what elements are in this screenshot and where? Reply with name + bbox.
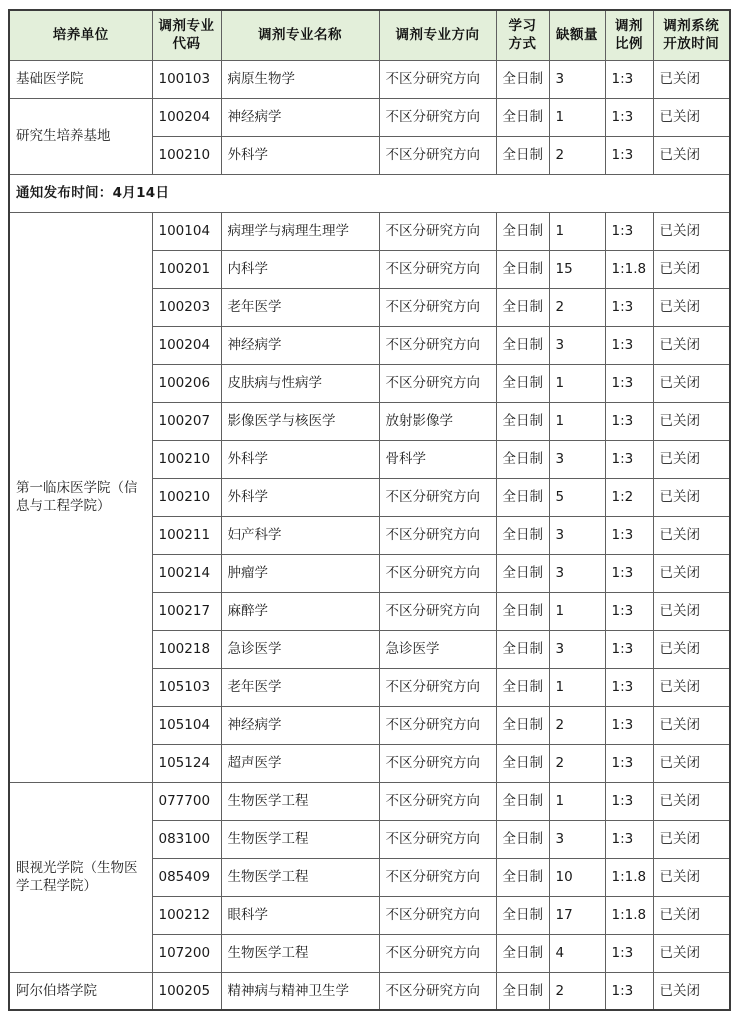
cell-study-mode: 全日制 (496, 60, 549, 98)
cell-vacancy-count: 4 (549, 934, 605, 972)
cell-vacancy-count: 17 (549, 896, 605, 934)
cell-adjust-ratio: 1:3 (605, 630, 653, 668)
cell-system-status: 已关闭 (653, 554, 730, 592)
cell-system-status: 已关闭 (653, 98, 730, 136)
cell-system-status: 已关闭 (653, 820, 730, 858)
cell-major-name: 病原生物学 (221, 60, 379, 98)
cell-adjust-ratio: 1:1.8 (605, 250, 653, 288)
table-body (9, 60, 730, 1010)
cell-major-direction: 骨科学 (379, 440, 496, 478)
column-header-unit: 培养单位 (9, 10, 152, 60)
cell-major-name: 外科学 (221, 478, 379, 516)
cell-adjust-ratio: 1:3 (605, 440, 653, 478)
cell-major-name: 生物医学工程 (221, 934, 379, 972)
cell-adjust-ratio: 1:2 (605, 478, 653, 516)
cell-major-code: 100212 (152, 896, 221, 934)
cell-study-mode: 全日制 (496, 592, 549, 630)
cell-study-mode: 全日制 (496, 478, 549, 516)
cell-system-status: 已关闭 (653, 212, 730, 250)
table-header-row (9, 10, 730, 60)
cell-major-name: 神经病学 (221, 326, 379, 364)
cell-major-name: 精神病与精神卫生学 (221, 972, 379, 1010)
cell-adjust-ratio: 1:3 (605, 668, 653, 706)
cell-study-mode: 全日制 (496, 250, 549, 288)
cell-system-status: 已关闭 (653, 364, 730, 402)
cell-system-status: 已关闭 (653, 516, 730, 554)
cell-study-mode: 全日制 (496, 516, 549, 554)
column-header-code (152, 10, 221, 60)
cell-major-name: 皮肤病与性病学 (221, 364, 379, 402)
notice-row (9, 174, 730, 212)
cell-major-name: 眼科学 (221, 896, 379, 934)
cell-vacancy-count: 1 (549, 592, 605, 630)
cell-system-status: 已关闭 (653, 858, 730, 896)
cell-major-code: 100103 (152, 60, 221, 98)
cell-study-mode: 全日制 (496, 820, 549, 858)
cell-major-name: 肿瘤学 (221, 554, 379, 592)
cell-training-unit: 第一临床医学院（信息与工程学院） (9, 212, 152, 782)
cell-vacancy-count: 2 (549, 972, 605, 1010)
cell-training-unit: 研究生培养基地 (9, 98, 152, 174)
cell-major-direction: 不区分研究方向 (379, 744, 496, 782)
cell-major-code: 077700 (152, 782, 221, 820)
cell-adjust-ratio: 1:3 (605, 60, 653, 98)
cell-vacancy-count: 2 (549, 744, 605, 782)
cell-vacancy-count: 1 (549, 212, 605, 250)
cell-adjust-ratio: 1:3 (605, 934, 653, 972)
table-row (9, 98, 730, 136)
cell-major-name: 内科学 (221, 250, 379, 288)
cell-major-code: 100204 (152, 98, 221, 136)
cell-study-mode: 全日制 (496, 136, 549, 174)
cell-adjust-ratio: 1:3 (605, 288, 653, 326)
cell-major-code: 105103 (152, 668, 221, 706)
cell-major-code: 083100 (152, 820, 221, 858)
cell-study-mode: 全日制 (496, 744, 549, 782)
cell-system-status: 已关闭 (653, 60, 730, 98)
cell-adjust-ratio: 1:3 (605, 402, 653, 440)
cell-major-direction: 不区分研究方向 (379, 934, 496, 972)
cell-study-mode: 全日制 (496, 364, 549, 402)
cell-vacancy-count: 3 (549, 630, 605, 668)
cell-major-direction: 不区分研究方向 (379, 136, 496, 174)
cell-major-code: 100201 (152, 250, 221, 288)
cell-major-direction: 不区分研究方向 (379, 972, 496, 1010)
cell-vacancy-count: 3 (549, 326, 605, 364)
cell-study-mode: 全日制 (496, 98, 549, 136)
cell-major-direction: 不区分研究方向 (379, 706, 496, 744)
cell-major-direction: 不区分研究方向 (379, 668, 496, 706)
cell-study-mode: 全日制 (496, 896, 549, 934)
cell-training-unit: 基础医学院 (9, 60, 152, 98)
table-header (9, 10, 730, 60)
cell-system-status: 已关闭 (653, 288, 730, 326)
cell-major-name: 妇产科学 (221, 516, 379, 554)
cell-vacancy-count: 1 (549, 668, 605, 706)
cell-system-status: 已关闭 (653, 896, 730, 934)
cell-system-status: 已关闭 (653, 972, 730, 1010)
cell-system-status: 已关闭 (653, 630, 730, 668)
cell-major-name: 神经病学 (221, 706, 379, 744)
cell-major-direction: 不区分研究方向 (379, 896, 496, 934)
cell-adjust-ratio: 1:3 (605, 516, 653, 554)
cell-adjust-ratio: 1:3 (605, 326, 653, 364)
cell-system-status: 已关闭 (653, 326, 730, 364)
cell-system-status: 已关闭 (653, 478, 730, 516)
cell-major-code: 100207 (152, 402, 221, 440)
cell-major-direction: 不区分研究方向 (379, 60, 496, 98)
cell-adjust-ratio: 1:3 (605, 820, 653, 858)
cell-study-mode: 全日制 (496, 934, 549, 972)
cell-major-name: 生物医学工程 (221, 782, 379, 820)
cell-vacancy-count: 2 (549, 136, 605, 174)
cell-vacancy-count: 3 (549, 60, 605, 98)
cell-major-name: 老年医学 (221, 288, 379, 326)
cell-adjust-ratio: 1:3 (605, 782, 653, 820)
cell-major-code: 100211 (152, 516, 221, 554)
cell-major-name: 老年医学 (221, 668, 379, 706)
cell-system-status: 已关闭 (653, 934, 730, 972)
cell-vacancy-count: 2 (549, 288, 605, 326)
cell-major-name: 神经病学 (221, 98, 379, 136)
cell-major-direction: 不区分研究方向 (379, 98, 496, 136)
cell-adjust-ratio: 1:3 (605, 364, 653, 402)
column-header-mode (496, 10, 549, 60)
cell-study-mode: 全日制 (496, 782, 549, 820)
cell-vacancy-count: 3 (549, 516, 605, 554)
cell-major-direction: 不区分研究方向 (379, 858, 496, 896)
column-header-line: 比例 (615, 36, 643, 53)
cell-study-mode: 全日制 (496, 440, 549, 478)
cell-major-code: 105104 (152, 706, 221, 744)
cell-vacancy-count: 1 (549, 782, 605, 820)
cell-major-code: 100217 (152, 592, 221, 630)
cell-system-status: 已关闭 (653, 668, 730, 706)
cell-adjust-ratio: 1:1.8 (605, 896, 653, 934)
cell-vacancy-count: 3 (549, 440, 605, 478)
cell-major-direction: 不区分研究方向 (379, 288, 496, 326)
cell-major-code: 100210 (152, 136, 221, 174)
cell-study-mode: 全日制 (496, 326, 549, 364)
cell-adjust-ratio: 1:1.8 (605, 858, 653, 896)
cell-system-status: 已关闭 (653, 440, 730, 478)
column-header-line: 调剂 (615, 18, 643, 35)
column-header-line: 代码 (172, 36, 201, 53)
cell-system-status: 已关闭 (653, 402, 730, 440)
cell-study-mode: 全日制 (496, 858, 549, 896)
column-header-line: 学习 (508, 18, 537, 35)
cell-system-status: 已关闭 (653, 782, 730, 820)
cell-study-mode: 全日制 (496, 288, 549, 326)
cell-major-direction: 不区分研究方向 (379, 250, 496, 288)
cell-major-code: 105124 (152, 744, 221, 782)
cell-major-direction: 不区分研究方向 (379, 326, 496, 364)
column-header-quota: 缺额量 (549, 10, 605, 60)
cell-major-direction: 不区分研究方向 (379, 516, 496, 554)
cell-adjust-ratio: 1:3 (605, 706, 653, 744)
cell-major-direction: 不区分研究方向 (379, 782, 496, 820)
cell-major-direction: 不区分研究方向 (379, 592, 496, 630)
cell-major-name: 生物医学工程 (221, 820, 379, 858)
cell-major-code: 100203 (152, 288, 221, 326)
adjustment-majors-table (8, 9, 731, 1011)
cell-vacancy-count: 1 (549, 402, 605, 440)
column-header-line: 开放时间 (663, 36, 720, 53)
cell-major-direction: 不区分研究方向 (379, 478, 496, 516)
cell-training-unit: 眼视光学院（生物医学工程学院） (9, 782, 152, 972)
cell-vacancy-count: 1 (549, 364, 605, 402)
table-row (9, 60, 730, 98)
cell-major-code: 100210 (152, 478, 221, 516)
cell-major-direction: 不区分研究方向 (379, 820, 496, 858)
cell-adjust-ratio: 1:3 (605, 98, 653, 136)
column-header-status (653, 10, 730, 60)
cell-major-code: 100204 (152, 326, 221, 364)
cell-vacancy-count: 10 (549, 858, 605, 896)
cell-major-direction: 放射影像学 (379, 402, 496, 440)
cell-system-status: 已关闭 (653, 706, 730, 744)
cell-adjust-ratio: 1:3 (605, 744, 653, 782)
cell-major-code: 107200 (152, 934, 221, 972)
cell-major-code: 100206 (152, 364, 221, 402)
cell-major-code: 100205 (152, 972, 221, 1010)
cell-major-direction: 不区分研究方向 (379, 364, 496, 402)
cell-vacancy-count: 15 (549, 250, 605, 288)
cell-study-mode: 全日制 (496, 668, 549, 706)
table-row (9, 972, 730, 1010)
cell-system-status: 已关闭 (653, 136, 730, 174)
cell-system-status: 已关闭 (653, 744, 730, 782)
column-header-name: 调剂专业名称 (221, 10, 379, 60)
cell-major-direction: 不区分研究方向 (379, 554, 496, 592)
cell-adjust-ratio: 1:3 (605, 136, 653, 174)
cell-major-direction: 急诊医学 (379, 630, 496, 668)
table-row (9, 782, 730, 820)
column-header-line: 方式 (508, 36, 537, 53)
cell-study-mode: 全日制 (496, 972, 549, 1010)
cell-adjust-ratio: 1:3 (605, 592, 653, 630)
cell-major-name: 外科学 (221, 440, 379, 478)
column-header-line: 调剂系统 (663, 18, 720, 35)
cell-major-code: 100104 (152, 212, 221, 250)
cell-major-name: 生物医学工程 (221, 858, 379, 896)
cell-major-direction: 不区分研究方向 (379, 212, 496, 250)
table-row (9, 212, 730, 250)
cell-adjust-ratio: 1:3 (605, 212, 653, 250)
cell-major-code: 100210 (152, 440, 221, 478)
cell-vacancy-count: 3 (549, 554, 605, 592)
column-header-line: 调剂专业 (158, 18, 215, 35)
cell-vacancy-count: 1 (549, 98, 605, 136)
cell-adjust-ratio: 1:3 (605, 554, 653, 592)
cell-study-mode: 全日制 (496, 706, 549, 744)
cell-study-mode: 全日制 (496, 554, 549, 592)
cell-system-status: 已关闭 (653, 592, 730, 630)
cell-study-mode: 全日制 (496, 212, 549, 250)
notice-publish-time: 通知发布时间：4月14日 (9, 174, 730, 212)
cell-major-name: 急诊医学 (221, 630, 379, 668)
cell-major-name: 病理学与病理生理学 (221, 212, 379, 250)
cell-major-name: 外科学 (221, 136, 379, 174)
cell-training-unit: 阿尔伯塔学院 (9, 972, 152, 1010)
column-header-ratio (605, 10, 653, 60)
cell-study-mode: 全日制 (496, 402, 549, 440)
cell-major-code: 100218 (152, 630, 221, 668)
cell-major-name: 麻醉学 (221, 592, 379, 630)
cell-major-code: 085409 (152, 858, 221, 896)
cell-study-mode: 全日制 (496, 630, 549, 668)
cell-vacancy-count: 3 (549, 820, 605, 858)
cell-vacancy-count: 2 (549, 706, 605, 744)
cell-adjust-ratio: 1:3 (605, 972, 653, 1010)
column-header-direction: 调剂专业方向 (379, 10, 496, 60)
cell-major-name: 影像医学与核医学 (221, 402, 379, 440)
cell-major-code: 100214 (152, 554, 221, 592)
cell-system-status: 已关闭 (653, 250, 730, 288)
cell-vacancy-count: 5 (549, 478, 605, 516)
cell-major-name: 超声医学 (221, 744, 379, 782)
